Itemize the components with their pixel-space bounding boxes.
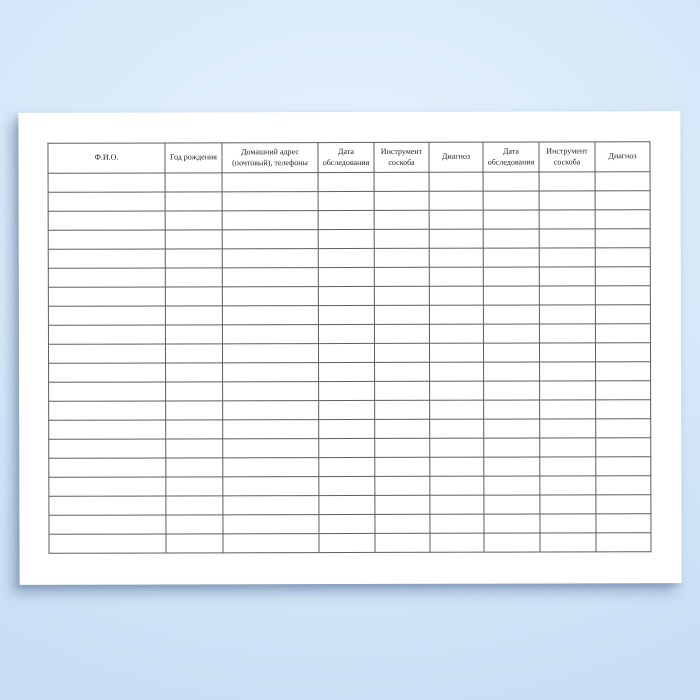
table-cell — [319, 533, 375, 552]
table-cell — [375, 514, 430, 533]
table-cell — [539, 305, 595, 324]
table-cell — [484, 438, 540, 457]
table-cell — [484, 514, 540, 533]
table-cell — [375, 533, 430, 552]
table-cell — [484, 457, 540, 476]
table-cell — [222, 325, 318, 344]
table-cell — [484, 419, 540, 438]
table-cell — [374, 210, 429, 229]
column-header: Дата обследования — [483, 142, 539, 172]
table-cell — [165, 230, 222, 249]
column-header: Ф.И.О. — [48, 143, 165, 173]
table-cell — [484, 381, 540, 400]
table-cell — [165, 211, 222, 230]
table-row — [48, 191, 650, 212]
table-cell — [484, 533, 540, 552]
table-cell — [430, 533, 484, 552]
table-cell — [318, 248, 374, 267]
table-cell — [165, 249, 222, 268]
table-cell — [595, 305, 650, 324]
table-cell — [483, 191, 539, 210]
table-cell — [222, 306, 318, 325]
table-cell — [166, 477, 223, 496]
table-cell — [430, 495, 484, 514]
table-cell — [429, 172, 483, 191]
table-cell — [223, 382, 319, 401]
table-cell — [375, 438, 430, 457]
table-cell — [539, 324, 595, 343]
table-cell — [223, 534, 319, 553]
table-cell — [375, 381, 430, 400]
table-cell — [319, 381, 375, 400]
table-cell — [374, 172, 429, 191]
table-cell — [596, 495, 651, 514]
table-container — [47, 141, 650, 554]
table-cell — [429, 191, 483, 210]
table-row — [48, 210, 650, 231]
table-cell — [222, 268, 318, 287]
table-row — [49, 438, 651, 459]
table-cell — [540, 476, 596, 495]
table-cell — [166, 515, 223, 534]
table-header-row — [48, 142, 650, 174]
table-cell — [374, 248, 429, 267]
table-cell — [318, 343, 374, 362]
table-cell — [48, 211, 165, 230]
table-row — [49, 400, 651, 421]
table-cell — [165, 268, 222, 287]
table-cell — [595, 324, 650, 343]
table-cell — [48, 287, 165, 306]
column-header: Инструмент соскоба — [374, 142, 429, 172]
table-cell — [540, 438, 596, 457]
column-header: Диагноз — [595, 142, 650, 172]
table-cell — [596, 400, 651, 419]
table-row — [49, 495, 651, 516]
table-cell — [49, 515, 166, 534]
table-cell — [166, 439, 223, 458]
table-cell — [483, 343, 539, 362]
table-cell — [430, 457, 484, 476]
table-cell — [429, 267, 483, 286]
table-cell — [374, 324, 429, 343]
column-header: Дата обследования — [318, 142, 374, 172]
table-cell — [48, 192, 165, 211]
table-row — [48, 229, 650, 250]
table-cell — [596, 514, 651, 533]
table-cell — [166, 458, 223, 477]
table-cell — [540, 514, 596, 533]
table-cell — [375, 419, 430, 438]
table-cell — [375, 362, 430, 381]
table-row — [49, 362, 651, 383]
table-cell — [48, 230, 165, 249]
table-row — [48, 305, 650, 326]
table-cell — [222, 230, 318, 249]
table-cell — [166, 496, 223, 515]
table-cell — [166, 534, 223, 553]
table-cell — [165, 192, 222, 211]
table-cell — [430, 514, 484, 533]
table-cell — [318, 172, 374, 191]
table-cell — [539, 172, 595, 191]
table-cell — [222, 211, 318, 230]
table-cell — [595, 229, 650, 248]
table-cell — [49, 534, 166, 553]
table-cell — [540, 362, 596, 381]
table-cell — [595, 172, 650, 191]
table-cell — [483, 172, 539, 191]
table-cell — [540, 419, 596, 438]
table-cell — [596, 362, 651, 381]
table-cell — [318, 305, 374, 324]
table-cell — [429, 324, 483, 343]
table-cell — [166, 363, 223, 382]
table-cell — [483, 267, 539, 286]
table-row — [48, 248, 650, 269]
table-cell — [375, 495, 430, 514]
paper-sheet — [18, 111, 681, 585]
table-cell — [222, 192, 318, 211]
table-row — [48, 172, 650, 193]
table-cell — [48, 268, 165, 287]
table-cell — [319, 438, 375, 457]
table-row — [48, 286, 650, 307]
table-cell — [484, 476, 540, 495]
table-row — [49, 381, 651, 402]
table-cell — [540, 400, 596, 419]
table-body — [48, 172, 651, 554]
table-cell — [429, 286, 483, 305]
table-cell — [596, 476, 651, 495]
table-cell — [166, 382, 223, 401]
table-cell — [48, 173, 165, 192]
table-cell — [223, 420, 319, 439]
table-cell — [319, 419, 375, 438]
table-cell — [223, 363, 319, 382]
table-cell — [318, 229, 374, 248]
table-cell — [223, 515, 319, 534]
table-cell — [596, 533, 651, 552]
table-cell — [374, 229, 429, 248]
table-cell — [319, 457, 375, 476]
table-cell — [539, 191, 595, 210]
table-cell — [318, 286, 374, 305]
table-cell — [539, 248, 595, 267]
table-cell — [539, 286, 595, 305]
table-cell — [429, 229, 483, 248]
table-cell — [49, 420, 166, 439]
table-cell — [596, 438, 651, 457]
table-cell — [596, 457, 651, 476]
table-cell — [539, 343, 595, 362]
table-cell — [430, 438, 484, 457]
table-cell — [375, 476, 430, 495]
table-cell — [430, 362, 484, 381]
table-row — [48, 324, 650, 345]
table-cell — [483, 324, 539, 343]
table-cell — [483, 229, 539, 248]
table-cell — [430, 400, 484, 419]
table-cell — [540, 495, 596, 514]
column-header: Домашний адрес (почтовый), телефоны — [222, 143, 318, 173]
table-cell — [429, 343, 483, 362]
table-cell — [595, 286, 650, 305]
table-cell — [165, 173, 222, 192]
table-cell — [48, 325, 165, 344]
table-cell — [49, 496, 166, 515]
table-cell — [223, 496, 319, 515]
table-cell — [223, 477, 319, 496]
table-cell — [375, 457, 430, 476]
column-header: Год рождения — [165, 143, 222, 173]
table-cell — [49, 439, 166, 458]
table-cell — [319, 514, 375, 533]
table-row — [49, 419, 651, 440]
table-cell — [223, 401, 319, 420]
table-cell — [595, 210, 650, 229]
table-cell — [540, 457, 596, 476]
table-row — [49, 476, 651, 497]
table-cell — [49, 382, 166, 401]
table-cell — [223, 458, 319, 477]
column-header: Инструмент соскоба — [539, 142, 595, 172]
table-cell — [374, 286, 429, 305]
table-row — [48, 343, 650, 364]
table-row — [49, 457, 651, 478]
table-cell — [374, 191, 429, 210]
table-cell — [319, 495, 375, 514]
table-cell — [319, 400, 375, 419]
table-cell — [318, 324, 374, 343]
table-cell — [223, 439, 319, 458]
table-cell — [483, 248, 539, 267]
table-cell — [374, 305, 429, 324]
table-cell — [539, 210, 595, 229]
table-cell — [49, 401, 166, 420]
table-cell — [429, 210, 483, 229]
table-cell — [374, 343, 429, 362]
table-cell — [540, 381, 596, 400]
table-row — [49, 533, 651, 554]
table-cell — [48, 344, 165, 363]
table-cell — [540, 533, 596, 552]
table-cell — [430, 381, 484, 400]
table-cell — [222, 344, 318, 363]
table-cell — [318, 267, 374, 286]
table-cell — [49, 477, 166, 496]
table-cell — [374, 267, 429, 286]
table-head — [48, 142, 650, 174]
table-cell — [165, 306, 222, 325]
table-cell — [166, 401, 223, 420]
table-cell — [166, 420, 223, 439]
table-cell — [483, 286, 539, 305]
table-cell — [49, 363, 166, 382]
table-cell — [318, 210, 374, 229]
table-cell — [483, 210, 539, 229]
table-cell — [595, 343, 650, 362]
table-cell — [165, 344, 222, 363]
table-cell — [595, 248, 650, 267]
table-cell — [222, 249, 318, 268]
table-cell — [375, 400, 430, 419]
column-header: Диагноз — [429, 142, 483, 172]
table-cell — [48, 249, 165, 268]
table-cell — [429, 248, 483, 267]
table-cell — [222, 287, 318, 306]
table-cell — [596, 381, 651, 400]
examination-record-table — [47, 141, 651, 554]
table-row — [49, 514, 651, 535]
table-cell — [539, 267, 595, 286]
table-cell — [165, 287, 222, 306]
table-cell — [483, 305, 539, 324]
table-cell — [429, 305, 483, 324]
table-cell — [48, 306, 165, 325]
table-cell — [49, 458, 166, 477]
table-cell — [165, 325, 222, 344]
table-row — [48, 267, 650, 288]
table-cell — [318, 191, 374, 210]
table-cell — [484, 362, 540, 381]
table-cell — [319, 362, 375, 381]
table-cell — [596, 419, 651, 438]
table-cell — [319, 476, 375, 495]
table-cell — [484, 400, 540, 419]
table-cell — [430, 419, 484, 438]
table-cell — [484, 495, 540, 514]
table-cell — [539, 229, 595, 248]
table-cell — [595, 191, 650, 210]
table-cell — [595, 267, 650, 286]
table-cell — [430, 476, 484, 495]
table-cell — [222, 173, 318, 192]
